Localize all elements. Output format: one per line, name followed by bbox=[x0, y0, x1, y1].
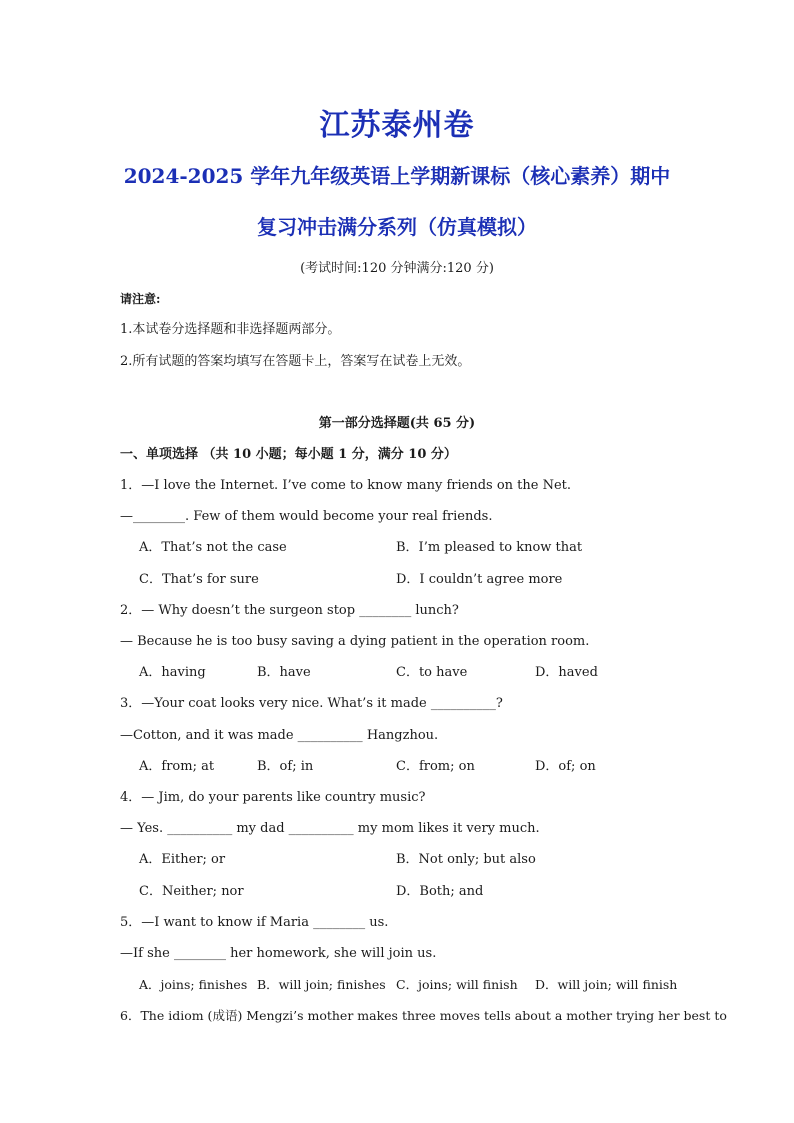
option-b[interactable]: B．have bbox=[257, 665, 311, 680]
option-d[interactable]: D．haved bbox=[535, 665, 598, 680]
option-c[interactable]: C．to have bbox=[396, 665, 468, 680]
option-c[interactable]: C．joins; will finish bbox=[396, 977, 518, 992]
option-a[interactable]: A．having bbox=[139, 665, 206, 680]
option-a[interactable]: A．That’s not the case bbox=[139, 540, 287, 555]
question-stem: 5．—I want to know if Maria ________ us. bbox=[120, 915, 389, 930]
section-title: 一、单项选择 （共 10 小题；每小题 1 分，满分 10 分） bbox=[120, 447, 457, 462]
option-b[interactable]: B．Not only; but also bbox=[396, 852, 536, 867]
part-title: 第一部分选择题(共 65 分) bbox=[318, 416, 476, 431]
question-stem: 3．—Your coat looks very nice. What’s it made __________? bbox=[120, 696, 503, 711]
question-stem: —________. Few of them would become your real friends. bbox=[120, 509, 493, 524]
question-stem: 1．—I love the Internet. I’ve come to know many friends on the Net. bbox=[120, 478, 572, 493]
option-a[interactable]: A．joins; finishes bbox=[139, 977, 248, 992]
exam-title: 江苏泰州卷 bbox=[319, 108, 475, 143]
question-stem: — Yes. __________ my dad __________ my mom likes it very much. bbox=[120, 821, 540, 836]
notice-heading: 请注意: bbox=[120, 292, 161, 306]
exam-subtitle-line2: 复习冲击满分系列（仿真模拟） bbox=[257, 215, 537, 239]
option-d[interactable]: D．I couldn’t agree more bbox=[396, 572, 563, 587]
question-stem: —If she ________ her homework, she will join us. bbox=[120, 946, 437, 961]
exam-info: (考试时间:120 分钟满分:120 分) bbox=[300, 261, 494, 276]
option-b[interactable]: B．of; in bbox=[257, 759, 314, 774]
question-stem: —Cotton, and it was made __________ Hangzhou. bbox=[120, 728, 439, 743]
option-a[interactable]: A．Either; or bbox=[139, 852, 226, 867]
notice-item: 2.所有试题的答案均填写在答题卡上，答案写在试卷上无效。 bbox=[120, 354, 471, 369]
option-d[interactable]: D．Both; and bbox=[396, 884, 484, 899]
option-d[interactable]: D．of; on bbox=[535, 759, 596, 774]
question-stem: 4．— Jim, do your parents like country music? bbox=[120, 790, 426, 805]
question-stem: 6．The idiom (成语) Mengzi’s mother makes three moves tells about a mother trying her best to bbox=[120, 1008, 727, 1023]
option-a[interactable]: A．from; at bbox=[139, 759, 215, 774]
option-c[interactable]: C．Neither; nor bbox=[139, 884, 244, 899]
option-c[interactable]: C．from; on bbox=[396, 759, 475, 774]
notice-item: 1.本试卷分选择题和非选择题两部分。 bbox=[120, 322, 341, 337]
option-b[interactable]: B．will join; finishes bbox=[257, 977, 386, 992]
option-b[interactable]: B．I’m pleased to know that bbox=[396, 540, 583, 555]
question-stem: — Because he is too busy saving a dying patient in the operation room. bbox=[120, 634, 590, 649]
question-stem: 2．— Why doesn’t the surgeon stop ________ lunch? bbox=[120, 603, 459, 618]
option-c[interactable]: C．That’s for sure bbox=[139, 572, 259, 587]
option-d[interactable]: D．will join; will finish bbox=[535, 977, 678, 992]
exam-subtitle-line1: 2024-2025 学年九年级英语上学期新课标（核心素养）期中 bbox=[123, 164, 671, 188]
